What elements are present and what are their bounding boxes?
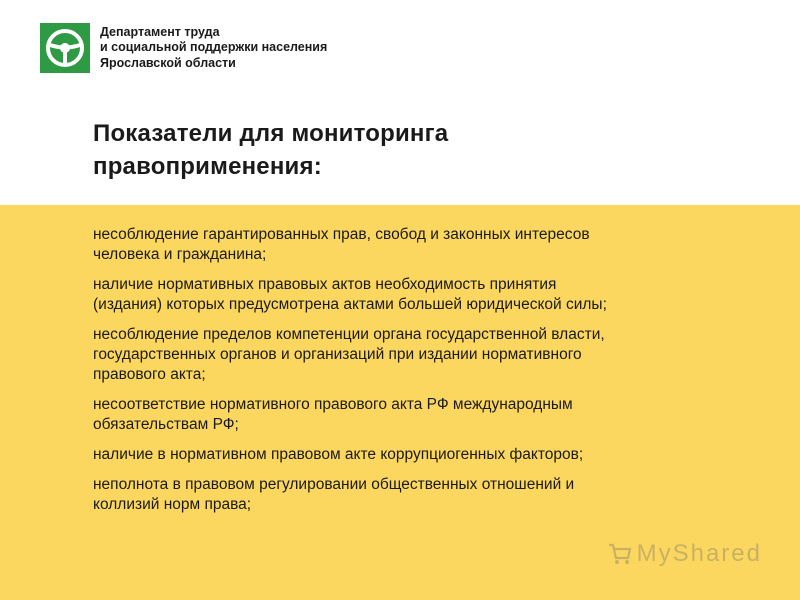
indicator-list	[93, 225, 783, 525]
organization-name-line: Департамент труда	[100, 24, 220, 39]
list-item	[93, 225, 783, 265]
list-item-line: обязательствам РФ;	[93, 416, 239, 433]
steering-wheel-logo-icon	[43, 26, 87, 70]
organization-name	[100, 25, 327, 72]
list-item-line: неполнота в правовом регулировании общественных отношений и	[93, 476, 575, 493]
slide-title-line: правоприменения:	[93, 153, 322, 180]
list-item-line: правового акта;	[93, 366, 206, 383]
watermark	[607, 540, 762, 568]
watermark-text: MyShared	[636, 540, 762, 567]
list-item	[93, 475, 783, 515]
list-item	[93, 325, 783, 385]
organization-name-line: Ярославской области	[100, 55, 236, 70]
list-item-line: наличие нормативных правовых актов необходимость принятия	[93, 276, 557, 293]
list-item-line: несоответствие нормативного правового акта РФ международным	[93, 396, 573, 413]
list-item	[93, 395, 783, 435]
slide-title-line: Показатели для мониторинга	[93, 120, 449, 147]
organization-name-line: и социальной поддержки населения	[100, 40, 328, 55]
list-item	[93, 445, 783, 465]
logo	[40, 23, 90, 73]
list-item	[93, 275, 783, 315]
list-item-line: несоблюдение пределов компетенции органа государственной власти,	[93, 326, 605, 343]
list-item-line: государственных органов и организаций при издании нормативного	[93, 346, 582, 363]
header	[40, 22, 327, 74]
list-item-line: (издания) которых предусмотрена актами большей юридической силы;	[93, 296, 607, 313]
slide-title	[93, 117, 448, 183]
list-item-line: наличие в нормативном правовом акте коррупциогенных факторов;	[93, 446, 584, 463]
list-item-line: несоблюдение гарантированных прав, свобод и законных интересов	[93, 226, 590, 243]
cart-icon	[607, 541, 633, 567]
list-item-line: коллизий норм права;	[93, 496, 252, 513]
list-item-line: человека и гражданина;	[93, 246, 267, 263]
